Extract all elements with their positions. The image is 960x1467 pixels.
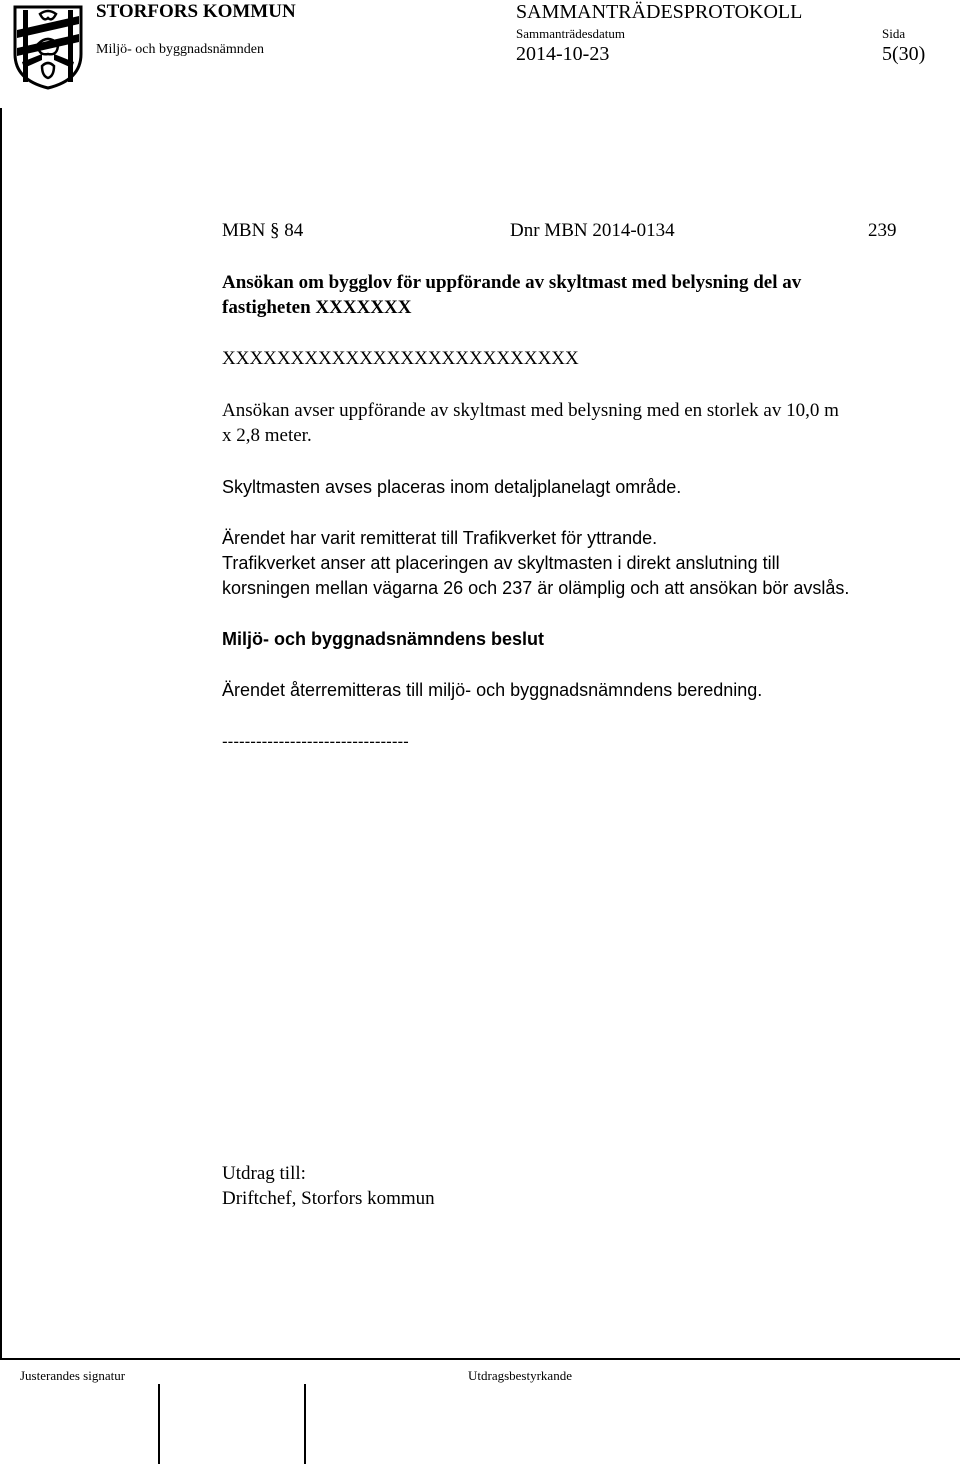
signature-box-divider [304, 1384, 306, 1464]
committee-name: Miljö- och byggnadsnämnden [96, 42, 264, 57]
document-type: SAMMANTRÄDESPROTOKOLL [516, 1, 803, 23]
organization-name: STORFORS KOMMUN [96, 1, 296, 22]
page-number: 5(30) [882, 43, 926, 65]
excerpt-label: Utdrag till: [222, 1163, 306, 1184]
case-number: 239 [868, 220, 897, 241]
signature-box-divider [158, 1384, 160, 1464]
case-paragraph: MBN § 84 [222, 220, 304, 241]
decision-text: Ärendet återremitteras till miljö- och byggnadsnämndens beredning. [222, 680, 763, 700]
case-title-line-2: fastigheten XXXXXXX [222, 297, 412, 318]
property-address: XXXXXXXXXXXXXXXXXXXXXXXXXX [222, 348, 579, 369]
case-title-line-1: Ansökan om bygglov för uppförande av skyltmast med belysning del av [222, 272, 802, 293]
body-text-opinion-line-2: korsningen mellan vägarna 26 och 237 är olämplig och att ansökan bör avslås. [222, 578, 850, 598]
meeting-date: 2014-10-23 [516, 43, 610, 65]
coat-of-arms-logo [12, 4, 84, 90]
body-text-referral: Ärendet har varit remitterat till Trafikverket för yttrande. [222, 528, 658, 548]
footer-rule [0, 1358, 960, 1360]
meeting-date-label: Sammanträdesdatum [516, 26, 626, 41]
body-text-line-2: x 2,8 meter. [222, 425, 312, 446]
excerpt-recipient: Driftchef, Storfors kommun [222, 1188, 435, 1209]
left-margin-rule [0, 108, 2, 1360]
separator-line: --------------------------------- [222, 732, 409, 751]
body-text-placement: Skyltmasten avses placeras inom detaljplanelagt område. [222, 477, 682, 497]
certification-label: Utdragsbestyrkande [468, 1368, 572, 1383]
decision-heading: Miljö- och byggnadsnämndens beslut [222, 629, 545, 649]
page-label: Sida [882, 26, 906, 41]
signature-label: Justerandes signatur [20, 1368, 126, 1383]
body-text-opinion-line-1: Trafikverket anser att placeringen av skyltmasten i direkt anslutning till [222, 553, 780, 573]
body-text-line-1: Ansökan avser uppförande av skyltmast med belysning med en storlek av 10,0 m [222, 400, 839, 421]
diary-number: Dnr MBN 2014-0134 [510, 220, 675, 241]
